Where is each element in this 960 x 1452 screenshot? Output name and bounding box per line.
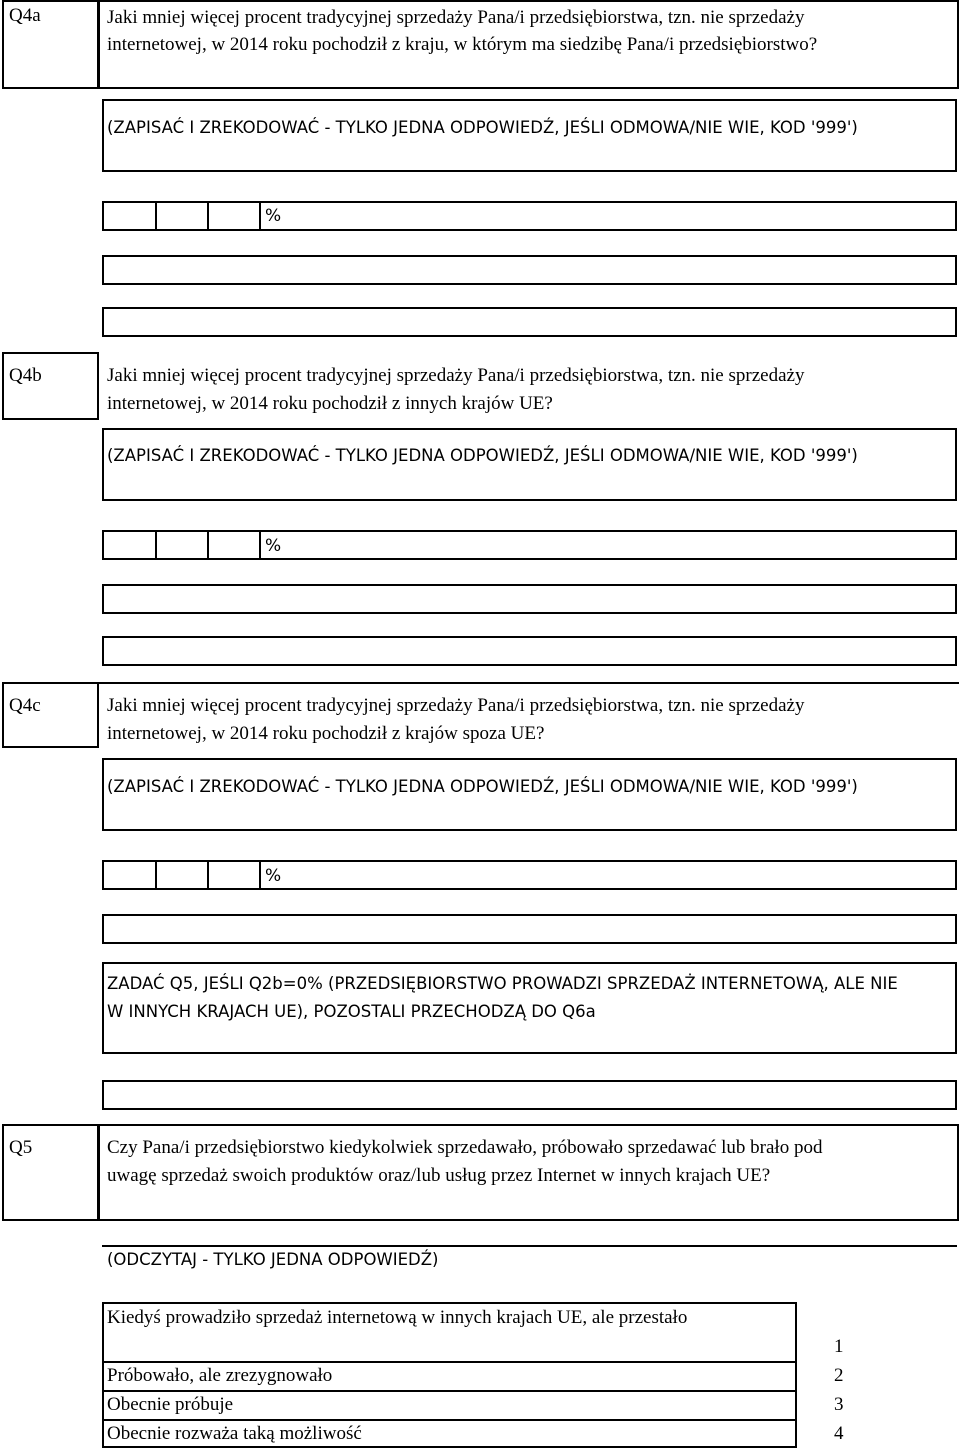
q4a-digit-divider	[259, 201, 261, 231]
q4a-recode-field[interactable]	[102, 307, 957, 337]
filter-instruction-line2: W INNYCH KRAJACH UE), POZOSTALI PRZECHODZĄ DO Q6a	[107, 1002, 596, 1021]
q4b-question-line1: Jaki mniej więcej procent tradycyjnej sprzedaży Pana/i przedsiębiorstwa, tzn. nie sprzedaży	[107, 365, 805, 386]
q4a-id: Q4a	[9, 5, 41, 26]
q4c-digit-divider	[207, 860, 209, 890]
q4a-question-line2: internetowej, w 2014 roku pochodził z kraju, w którym ma siedzibę Pana/i przedsiębiorstwo?	[107, 34, 818, 55]
q4c-digit-divider	[155, 860, 157, 890]
q4b-question-line2: internetowej, w 2014 roku pochodził z innych krajów UE?	[107, 393, 553, 414]
q4c-answer-grid[interactable]	[102, 860, 957, 890]
q4b-digit-divider	[155, 530, 157, 560]
q5-option-label[interactable]: Obecnie próbuje	[107, 1394, 234, 1415]
q5-option-code[interactable]: 2	[834, 1365, 844, 1386]
q5-option-code[interactable]: 4	[834, 1423, 844, 1444]
q4c-id: Q4c	[9, 695, 41, 716]
q4b-code-field[interactable]	[102, 584, 957, 614]
q4b-answer-grid[interactable]	[102, 530, 957, 560]
q5-id: Q5	[9, 1137, 33, 1158]
q4a-digit-divider	[207, 201, 209, 231]
q4b-instruction: (ZAPISAĆ I ZREKODOWAĆ - TYLKO JEDNA ODPOWIEDŹ, JEŚLI ODMOWA/NIE WIE, KOD '999')	[107, 446, 858, 465]
q4a-answer-grid[interactable]	[102, 201, 957, 231]
q5-option-code[interactable]: 3	[834, 1394, 844, 1415]
q4c-percent-sign: %	[265, 866, 282, 886]
q5-question-line2: uwagę sprzedaż swoich produktów oraz/lub usług przez Internet w innych krajach UE?	[107, 1165, 771, 1186]
q4c-divider	[98, 682, 959, 684]
q5-question-line1: Czy Pana/i przedsiębiorstwo kiedykolwiek sprzedawało, próbowało sprzedawać lub brało pod	[107, 1137, 823, 1158]
filter-code-field[interactable]	[102, 1080, 957, 1110]
q5-instruction: (ODCZYTAJ - TYLKO JEDNA ODPOWIEDŹ)	[107, 1250, 439, 1269]
q4c-code-field[interactable]	[102, 914, 957, 944]
q4c-question-line1: Jaki mniej więcej procent tradycyjnej sprzedaży Pana/i przedsiębiorstwa, tzn. nie sprzedaży	[107, 695, 805, 716]
q4c-digit-divider	[259, 860, 261, 890]
filter-instruction-line1: ZADAĆ Q5, JEŚLI Q2b=0% (PRZEDSIĘBIORSTWO PROWADZI SPRZEDAŻ INTERNETOWĄ, ALE NIE	[107, 974, 898, 993]
q4b-digit-divider	[207, 530, 209, 560]
q5-option-label[interactable]: Kiedyś prowadziło sprzedaż internetową w innych krajach UE, ale przestało	[107, 1307, 688, 1328]
q4c-question-line2: internetowej, w 2014 roku pochodził z krajów spoza UE?	[107, 723, 545, 744]
q5-option-code[interactable]: 1	[834, 1336, 844, 1357]
q4a-digit-divider	[155, 201, 157, 231]
q4a-question-line1: Jaki mniej więcej procent tradycyjnej sprzedaży Pana/i przedsiębiorstwa, tzn. nie sprzedaży	[107, 7, 805, 28]
q4b-id: Q4b	[9, 365, 42, 386]
q4b-percent-sign: %	[265, 536, 282, 556]
q4b-digit-divider	[259, 530, 261, 560]
q4b-recode-field[interactable]	[102, 636, 957, 666]
q5-option-label[interactable]: Próbowało, ale zrezygnowało	[107, 1365, 333, 1386]
q4a-code-field[interactable]	[102, 255, 957, 285]
q5-option-label[interactable]: Obecnie rozważa taką możliwość	[107, 1423, 362, 1444]
q4a-instruction: (ZAPISAĆ I ZREKODOWAĆ - TYLKO JEDNA ODPOWIEDŹ, JEŚLI ODMOWA/NIE WIE, KOD '999')	[107, 118, 858, 137]
q4a-percent-sign: %	[265, 206, 282, 226]
q4c-instruction: (ZAPISAĆ I ZREKODOWAĆ - TYLKO JEDNA ODPOWIEDŹ, JEŚLI ODMOWA/NIE WIE, KOD '999')	[107, 777, 858, 796]
